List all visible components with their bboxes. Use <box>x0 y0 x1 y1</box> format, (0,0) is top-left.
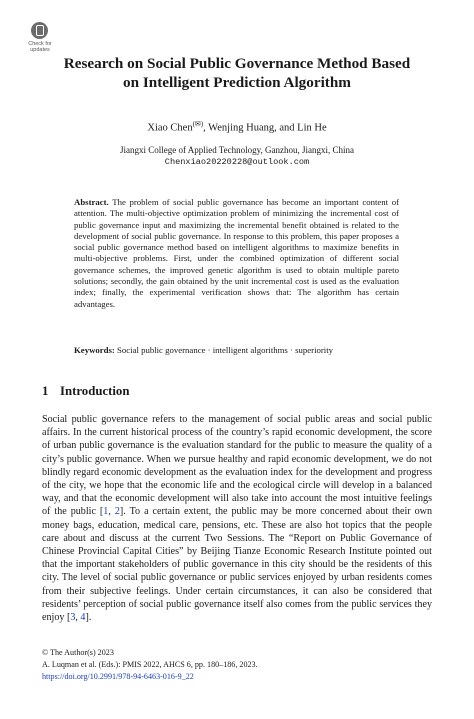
keywords-label: Keywords: <box>74 345 115 355</box>
affiliation: Jiangxi College of Applied Technology, Ganzhou, Jiangxi, China <box>119 145 355 155</box>
introduction-paragraph <box>42 413 432 624</box>
affiliation-block <box>0 144 474 168</box>
paper-title: Research on Social Public Governance Method Based on Intelligent Prediction Algorithm <box>63 55 411 91</box>
footer <box>42 647 258 684</box>
citation-separator: , <box>75 612 81 624</box>
section-number: 1 <box>42 384 49 398</box>
doi-link[interactable]: https://doi.org/10.2991/978-94-6463-016-9_22 <box>42 672 194 682</box>
citation-link-2[interactable]: 2 <box>114 506 120 518</box>
author-rest: , Wenjing Huang, and Lin He <box>203 122 327 134</box>
citation-link-3[interactable]: 3 <box>70 612 76 624</box>
author-email[interactable]: Chenxiao20220228@outlook.com <box>164 157 310 167</box>
citation-link-1[interactable]: 1 <box>103 506 109 518</box>
citation-separator: , <box>108 506 115 518</box>
section-heading <box>42 384 129 399</box>
badge-label: Check for updates <box>28 41 52 53</box>
citation-info: A. Luqman et al. (Eds.): PMIS 2022, AHCS 6, pp. 180–186, 2023. <box>42 660 258 670</box>
body-text-1: Social public governance refers to the management of social public areas and social public affairs. In the current historical process of the country’s rapid economic development, the score of urban public governance is the evaluation standard for the public to measure the quality of a city’s public governance. When we pursue healthy and rapid economic development, we do not blindly regard economic development as the evaluation index for the development and progress of the city, we hope that the economic life and the ecological circle will develop in a balanced way, and that the economic development will also take into account the most intuitive feelings of the public [ <box>42 414 432 518</box>
check-for-updates-badge[interactable] <box>22 22 58 58</box>
copyright: © The Author(s) 2023 <box>42 648 114 657</box>
body-text-2: ]. To a certain extent, the public may be more concerned about their own money bags, education, medical care, pensions, etc. These are also hot topics that the people care about and discuss at the current Two Sessions. The “Report on Public Governance of Chinese Provincial Capital Cities” by Beijing Tianze Economic Research Institute pointed out that the important stakeholders of public governance in this city should be the residents of this city. The level of social public governance or public services enjoyed by urban residents comes from their subjective feelings. Under certain circumstances, it can also be considered that residents’ perception of social public governance itself also comes from the public services they enjoy [ <box>42 506 433 624</box>
section-title: Introduction <box>60 384 130 398</box>
abstract-text: The problem of social public governance has become an important content of attention. The multi-objective optimization problem of minimizing the incremental cost of public governance input and maximizing the incremental benefit obtained is related to the development of social public governance. In response to this problem, this paper proposes a social public governance method based on intelligent algorithms to maximize benefits in multi-objective problems. First, under the combined optimization of different social governance schemes, the improved genetic algorithm is used to obtain multiple pareto solutions; secondly, the gain obtained by the unit incremental cost is used as the evaluation index; finally, the experimental verification shows that: The algorithm has certain advantages. <box>74 197 400 309</box>
citation-link-4[interactable]: 4 <box>80 612 86 624</box>
author-first: Xiao Chen <box>147 122 193 134</box>
keywords-text: Social public governance · intelligent algorithms · superiority <box>117 345 334 355</box>
abstract <box>74 197 399 310</box>
abstract-label: Abstract. <box>74 197 109 207</box>
bookmark-icon <box>31 22 48 39</box>
body-text-3: ]. <box>85 612 92 624</box>
keywords <box>74 345 399 356</box>
author-line <box>0 120 474 134</box>
envelope-icon: (✉) <box>192 120 204 128</box>
